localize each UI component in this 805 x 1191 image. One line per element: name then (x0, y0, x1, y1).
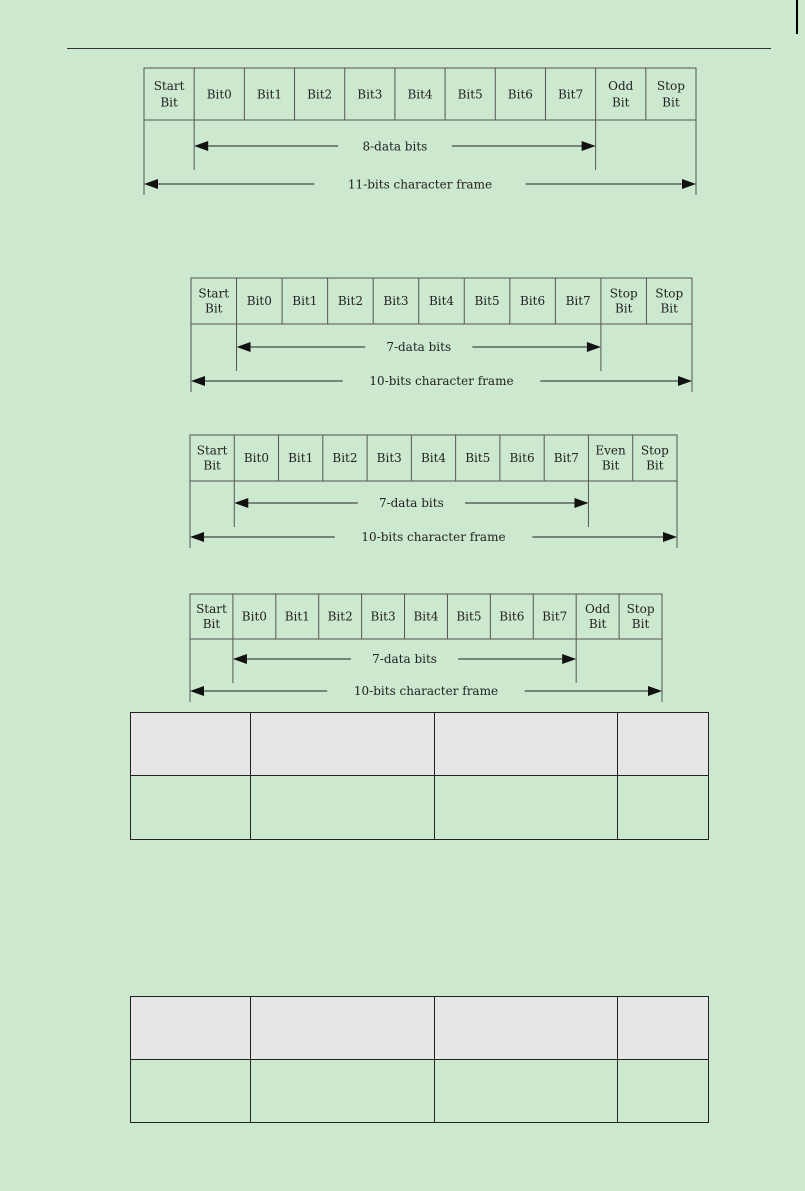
frame-label: 10-bits character frame (369, 374, 514, 389)
bit-cell-label: Stop Bit (609, 286, 638, 316)
command-table-1 (130, 712, 709, 840)
data-bits-label: 7-data bits (386, 340, 452, 355)
table-header-row (131, 997, 709, 1060)
table-cell (131, 997, 251, 1060)
bit-cell-label: Bit0 (243, 451, 269, 466)
table-cell (131, 1060, 251, 1123)
bit-cell-label: Bit1 (284, 609, 310, 624)
bit-cell-label: Bit6 (509, 451, 535, 466)
bit-cell-label: Stop Bit (640, 443, 669, 473)
data-bits-label: 7-data bits (372, 652, 437, 667)
table-cell (251, 1060, 435, 1123)
data-bits-label: 8-data bits (362, 139, 428, 154)
bit-cell-label: Bit3 (376, 451, 402, 466)
bit-cell-label: Bit0 (241, 609, 267, 624)
table-header-row (131, 713, 709, 776)
table-cell (131, 713, 251, 776)
table-cell (618, 1060, 709, 1123)
bit-cell-label: Bit6 (499, 609, 525, 624)
bit-cell-label: Bit3 (370, 609, 396, 624)
bit-cell-label: Bit5 (456, 609, 482, 624)
bit-cell-label: Bit7 (557, 87, 584, 102)
bit-cell-label: Bit1 (256, 87, 283, 102)
table-cell (618, 997, 709, 1060)
bit-cell-label: Bit5 (457, 87, 483, 102)
table-cell (618, 713, 709, 776)
table-cell (251, 713, 435, 776)
table-cell (251, 997, 435, 1060)
bit-cell-label: Bit2 (307, 87, 333, 102)
bit-cell-label: Bit4 (420, 451, 447, 466)
bit-cell-label: Even Bit (595, 443, 626, 473)
bit-cell-label: Bit0 (246, 294, 272, 309)
table-cell (435, 776, 618, 840)
table-row (131, 776, 709, 840)
bit-cell-label: Bit4 (413, 609, 439, 624)
bit-cell-label: Bit1 (288, 451, 314, 466)
bit-cell-label: Odd Bit (585, 601, 611, 631)
arrow-right-icon (562, 654, 576, 664)
bit-cell-label: Bit7 (553, 451, 579, 466)
arrow-right-icon (648, 686, 662, 696)
bit-cell-label: Bit6 (520, 294, 546, 309)
bit-cell-label: Odd Bit (608, 79, 634, 110)
table-cell (435, 1060, 618, 1123)
table-cell (618, 776, 709, 840)
bit-cell-label: Stop Bit (626, 601, 655, 631)
bit-cell-label: Start Bit (196, 443, 228, 473)
bit-cell-label: Bit6 (507, 87, 533, 102)
bit-cell-label: Start Bit (198, 286, 230, 316)
bit-cell-label: Bit1 (292, 294, 318, 309)
table-cell (435, 713, 618, 776)
bit-cell-label: Bit7 (542, 609, 568, 624)
bit-cell-label: Bit2 (327, 609, 353, 624)
bit-cell-label: Bit5 (474, 294, 500, 309)
frame-label: 11-bits character frame (347, 177, 493, 192)
bit-cell-label: Start Bit (196, 601, 227, 631)
frame-label: 10-bits character frame (361, 530, 506, 545)
bit-cell-label: Start Bit (153, 79, 185, 110)
table-cell (435, 997, 618, 1060)
arrow-left-icon (190, 686, 204, 696)
command-table-2 (130, 996, 709, 1123)
bit-cell-label: Stop Bit (656, 79, 685, 110)
table-row (131, 1060, 709, 1123)
bit-cell-label: Bit0 (206, 87, 232, 102)
bit-cell-label: Bit2 (337, 294, 363, 309)
bit-cell-label: Bit5 (465, 451, 491, 466)
bit-cell-label: Bit3 (383, 294, 409, 309)
bit-cell-label: Bit4 (407, 87, 433, 102)
bit-cell-label: Bit2 (332, 451, 358, 466)
bit-cell-label: Bit7 (565, 294, 591, 309)
bit-cell-label: Bit4 (428, 294, 455, 309)
data-bits-label: 7-data bits (378, 496, 444, 511)
arrow-left-icon (233, 654, 247, 664)
bit-cell-label: Bit3 (357, 87, 383, 102)
table-cell (131, 776, 251, 840)
table-cell (251, 776, 435, 840)
bit-cell-label: Stop Bit (655, 286, 684, 316)
frame-label: 10-bits character frame (353, 684, 499, 699)
